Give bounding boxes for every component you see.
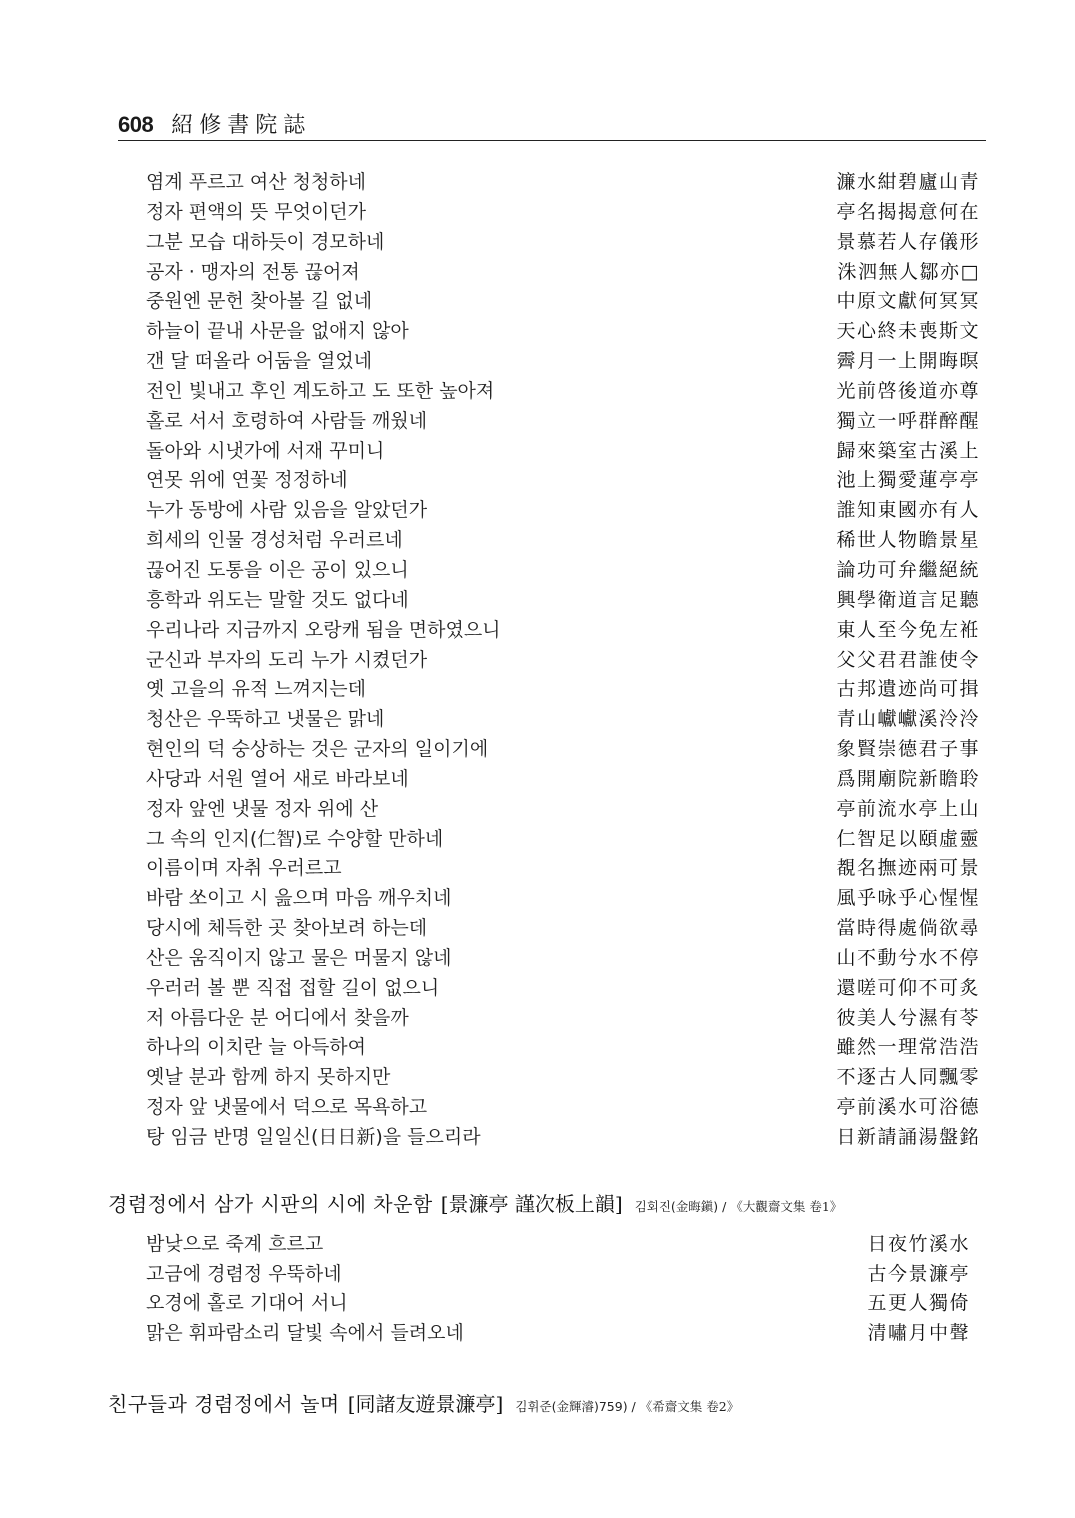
hanja-original: 亭前溪水可浴德 — [836, 1096, 980, 1119]
korean-translation: 이름이며 자취 우러르고 — [146, 857, 342, 880]
korean-translation: 갠 달 떠올라 어둠을 열었네 — [146, 350, 373, 373]
poem-line — [146, 407, 980, 437]
hanja-original: 當時得處倘欲尋 — [836, 917, 980, 940]
section-title-hanja: [景濂亭 謹次板上韻] — [440, 1192, 623, 1216]
poem-line — [146, 1123, 980, 1153]
poem-line — [146, 168, 980, 198]
poem-line — [146, 1063, 980, 1093]
korean-translation: 연못 위에 연꽃 정정하네 — [146, 469, 348, 492]
hanja-original: 覩名撫迹兩可景 — [836, 857, 980, 880]
korean-translation: 홀로 서서 호령하여 사람들 깨웠네 — [146, 409, 428, 432]
hanja-original: 獨立一呼群醉醒 — [836, 409, 980, 432]
korean-translation: 군신과 부자의 도리 누가 시켰던가 — [146, 648, 428, 671]
poem-line — [146, 496, 980, 526]
poem-line — [146, 198, 980, 228]
hanja-original: 池上獨愛蓮亭亭 — [836, 469, 980, 492]
hanja-original: 象賢崇德君子事 — [836, 738, 980, 761]
hanja-original: 還嗟可仰不可炙 — [836, 976, 980, 999]
poem-section-1 — [146, 1230, 980, 1348]
korean-translation: 정자 앞 냇물에서 덕으로 목욕하고 — [146, 1096, 428, 1119]
hanja-original: 爲開廟院新瞻聆 — [836, 767, 980, 790]
hanja-original: 濂水紺碧廬山青 — [836, 171, 980, 193]
hanja-original: 古邦遺迹尚可揖 — [836, 678, 980, 701]
poem-line — [146, 526, 980, 556]
korean-translation: 사당과 서원 열어 새로 바라보네 — [146, 767, 409, 790]
korean-translation: 정자 편액의 뜻 무엇이던가 — [146, 200, 367, 223]
section-heading-1 — [108, 1188, 988, 1217]
korean-translation: 산은 움직이지 않고 물은 머물지 않네 — [146, 946, 452, 969]
hanja-original: 興學衛道言足聽 — [836, 588, 980, 611]
poem-line — [146, 258, 980, 288]
section-author: 김휘준(金輝濬)759) / — [515, 1399, 636, 1414]
poem-line — [146, 825, 980, 855]
hanja-original: 父父君君誰使令 — [836, 648, 980, 671]
hanja-original: 洙泗無人鄒亦□ — [837, 260, 980, 283]
running-header — [118, 108, 980, 140]
poem-line — [146, 705, 980, 735]
poem-line — [146, 616, 980, 646]
hanja-original: 古今景濂亭 — [867, 1262, 970, 1285]
poem-line — [146, 377, 980, 407]
poem-line — [146, 675, 980, 705]
poem-line — [146, 347, 980, 377]
hanja-original: 青山巘巘溪泠泠 — [836, 708, 980, 731]
book-title: 紹修書院誌 — [171, 113, 312, 138]
hanja-original: 亭名揭揭意何在 — [836, 200, 980, 223]
korean-translation: 그 속의 인지(仁智)로 수양할 만하네 — [146, 827, 444, 850]
hanja-original: 中原文獻何冥冥 — [836, 290, 980, 313]
poem-line — [146, 317, 980, 347]
korean-translation: 그분 모습 대하듯이 경모하네 — [146, 230, 385, 253]
header-rule — [118, 140, 986, 141]
hanja-original: 稀世人物瞻景星 — [836, 529, 980, 552]
poem-line — [146, 646, 980, 676]
korean-translation: 정자 앞엔 냇물 정자 위에 산 — [146, 797, 379, 820]
korean-translation: 하늘이 끝내 사문을 없애지 않아 — [146, 320, 409, 343]
hanja-original: 霽月一上開晦暝 — [836, 350, 980, 373]
poem-main — [146, 168, 980, 1153]
korean-translation: 바람 쏘이고 시 읊으며 마음 깨우치네 — [146, 887, 452, 910]
hanja-original: 日夜竹溪水 — [867, 1233, 970, 1255]
section-title-hanja: [同諸友遊景濂亭] — [347, 1392, 504, 1416]
poem-line — [146, 884, 980, 914]
korean-translation: 중원엔 문헌 찾아볼 길 없네 — [146, 290, 373, 313]
korean-translation: 전인 빛내고 후인 계도하고 도 또한 높아져 — [146, 379, 495, 402]
section-source: 《大觀齋文集 卷1》 — [730, 1199, 843, 1214]
poem-line — [146, 854, 980, 884]
poem-line — [146, 1289, 980, 1319]
poem-line — [146, 228, 980, 258]
poem-line — [146, 735, 980, 765]
hanja-original: 雖然一理常浩浩 — [836, 1036, 980, 1059]
poem-line — [146, 437, 980, 467]
hanja-original: 天心終未喪斯文 — [836, 320, 980, 343]
korean-translation: 희세의 인물 경성처럼 우러르네 — [146, 529, 403, 552]
korean-translation: 맑은 휘파람소리 달빛 속에서 들려오네 — [146, 1321, 464, 1344]
section-author: 김회진(金晦鎭) / — [634, 1199, 727, 1214]
korean-translation: 우러러 볼 뿐 직접 접할 길이 없으니 — [146, 976, 440, 999]
poem-line — [146, 1093, 980, 1123]
hanja-original: 彼美人兮濕有苓 — [836, 1006, 980, 1029]
poem-line — [146, 287, 980, 317]
korean-translation: 현인의 덕 숭상하는 것은 군자의 일이기에 — [146, 738, 489, 761]
poem-line — [146, 1260, 980, 1290]
hanja-original: 五更人獨倚 — [867, 1292, 970, 1314]
hanja-original: 不逐古人同飄零 — [836, 1066, 980, 1089]
hanja-original: 誰知東國亦有人 — [836, 499, 980, 522]
hanja-original: 論功可弁繼絕統 — [836, 558, 980, 581]
korean-translation: 옛 고을의 유적 느껴지는데 — [146, 678, 367, 701]
section-title: 경렴정에서 삼가 시판의 시에 차운함 — [108, 1192, 433, 1216]
hanja-original: 光前啓後道亦尊 — [836, 379, 980, 402]
section-title: 친구들과 경렴정에서 놀며 — [108, 1392, 340, 1416]
poem-line — [146, 556, 980, 586]
korean-translation: 공자 · 맹자의 전통 끊어져 — [146, 260, 360, 283]
poem-line — [146, 795, 980, 825]
poem-line — [146, 765, 980, 795]
korean-translation: 밤낮으로 죽계 흐르고 — [146, 1233, 324, 1255]
korean-translation: 탕 임금 반명 일일신(日日新)을 들으리라 — [146, 1126, 481, 1148]
poem-line — [146, 974, 980, 1004]
poem-line — [146, 1230, 980, 1260]
section-source: 《希齋文集 卷2》 — [639, 1399, 740, 1414]
poem-line — [146, 1319, 980, 1349]
korean-translation: 끊어진 도통을 이은 공이 있으니 — [146, 558, 409, 581]
poem-line — [146, 586, 980, 616]
korean-translation: 우리나라 지금까지 오랑캐 됨을 면하였으니 — [146, 618, 501, 641]
korean-translation: 누가 동방에 사람 있음을 알았던가 — [146, 499, 428, 522]
korean-translation: 옛날 분과 함께 하지 못하지만 — [146, 1066, 391, 1089]
page-number: 608 — [118, 112, 154, 137]
hanja-original: 清嘯月中聲 — [867, 1321, 970, 1344]
hanja-original: 東人至今免左袵 — [836, 618, 980, 641]
hanja-original: 景慕若人存儀形 — [836, 230, 980, 253]
hanja-original: 亭前流水亭上山 — [836, 797, 980, 820]
hanja-original: 歸來築室古溪上 — [836, 439, 980, 462]
korean-translation: 염계 푸르고 여산 청청하네 — [146, 171, 367, 193]
hanja-original: 風乎咏乎心惺惺 — [836, 887, 980, 910]
korean-translation: 오경에 홀로 기대어 서니 — [146, 1292, 348, 1314]
poem-line — [146, 944, 980, 974]
poem-line — [146, 1033, 980, 1063]
korean-translation: 청산은 우뚝하고 냇물은 맑네 — [146, 708, 385, 731]
korean-translation: 하나의 이치란 늘 아득하여 — [146, 1036, 367, 1059]
section-heading-2 — [108, 1388, 988, 1417]
poem-line — [146, 1004, 980, 1034]
poem-line — [146, 914, 980, 944]
korean-translation: 흥학과 위도는 말할 것도 없다네 — [146, 588, 409, 611]
korean-translation: 돌아와 시냇가에 서재 꾸미니 — [146, 439, 385, 462]
hanja-original: 日新請誦湯盤銘 — [836, 1126, 980, 1148]
korean-translation: 당시에 체득한 곳 찾아보려 하는데 — [146, 917, 428, 940]
korean-translation: 저 아름다운 분 어디에서 찾을까 — [146, 1006, 409, 1029]
hanja-original: 山不動兮水不停 — [836, 946, 980, 969]
hanja-original: 仁智足以頤虛靈 — [836, 827, 980, 850]
korean-translation: 고금에 경렴정 우뚝하네 — [146, 1262, 342, 1285]
poem-line — [146, 466, 980, 496]
